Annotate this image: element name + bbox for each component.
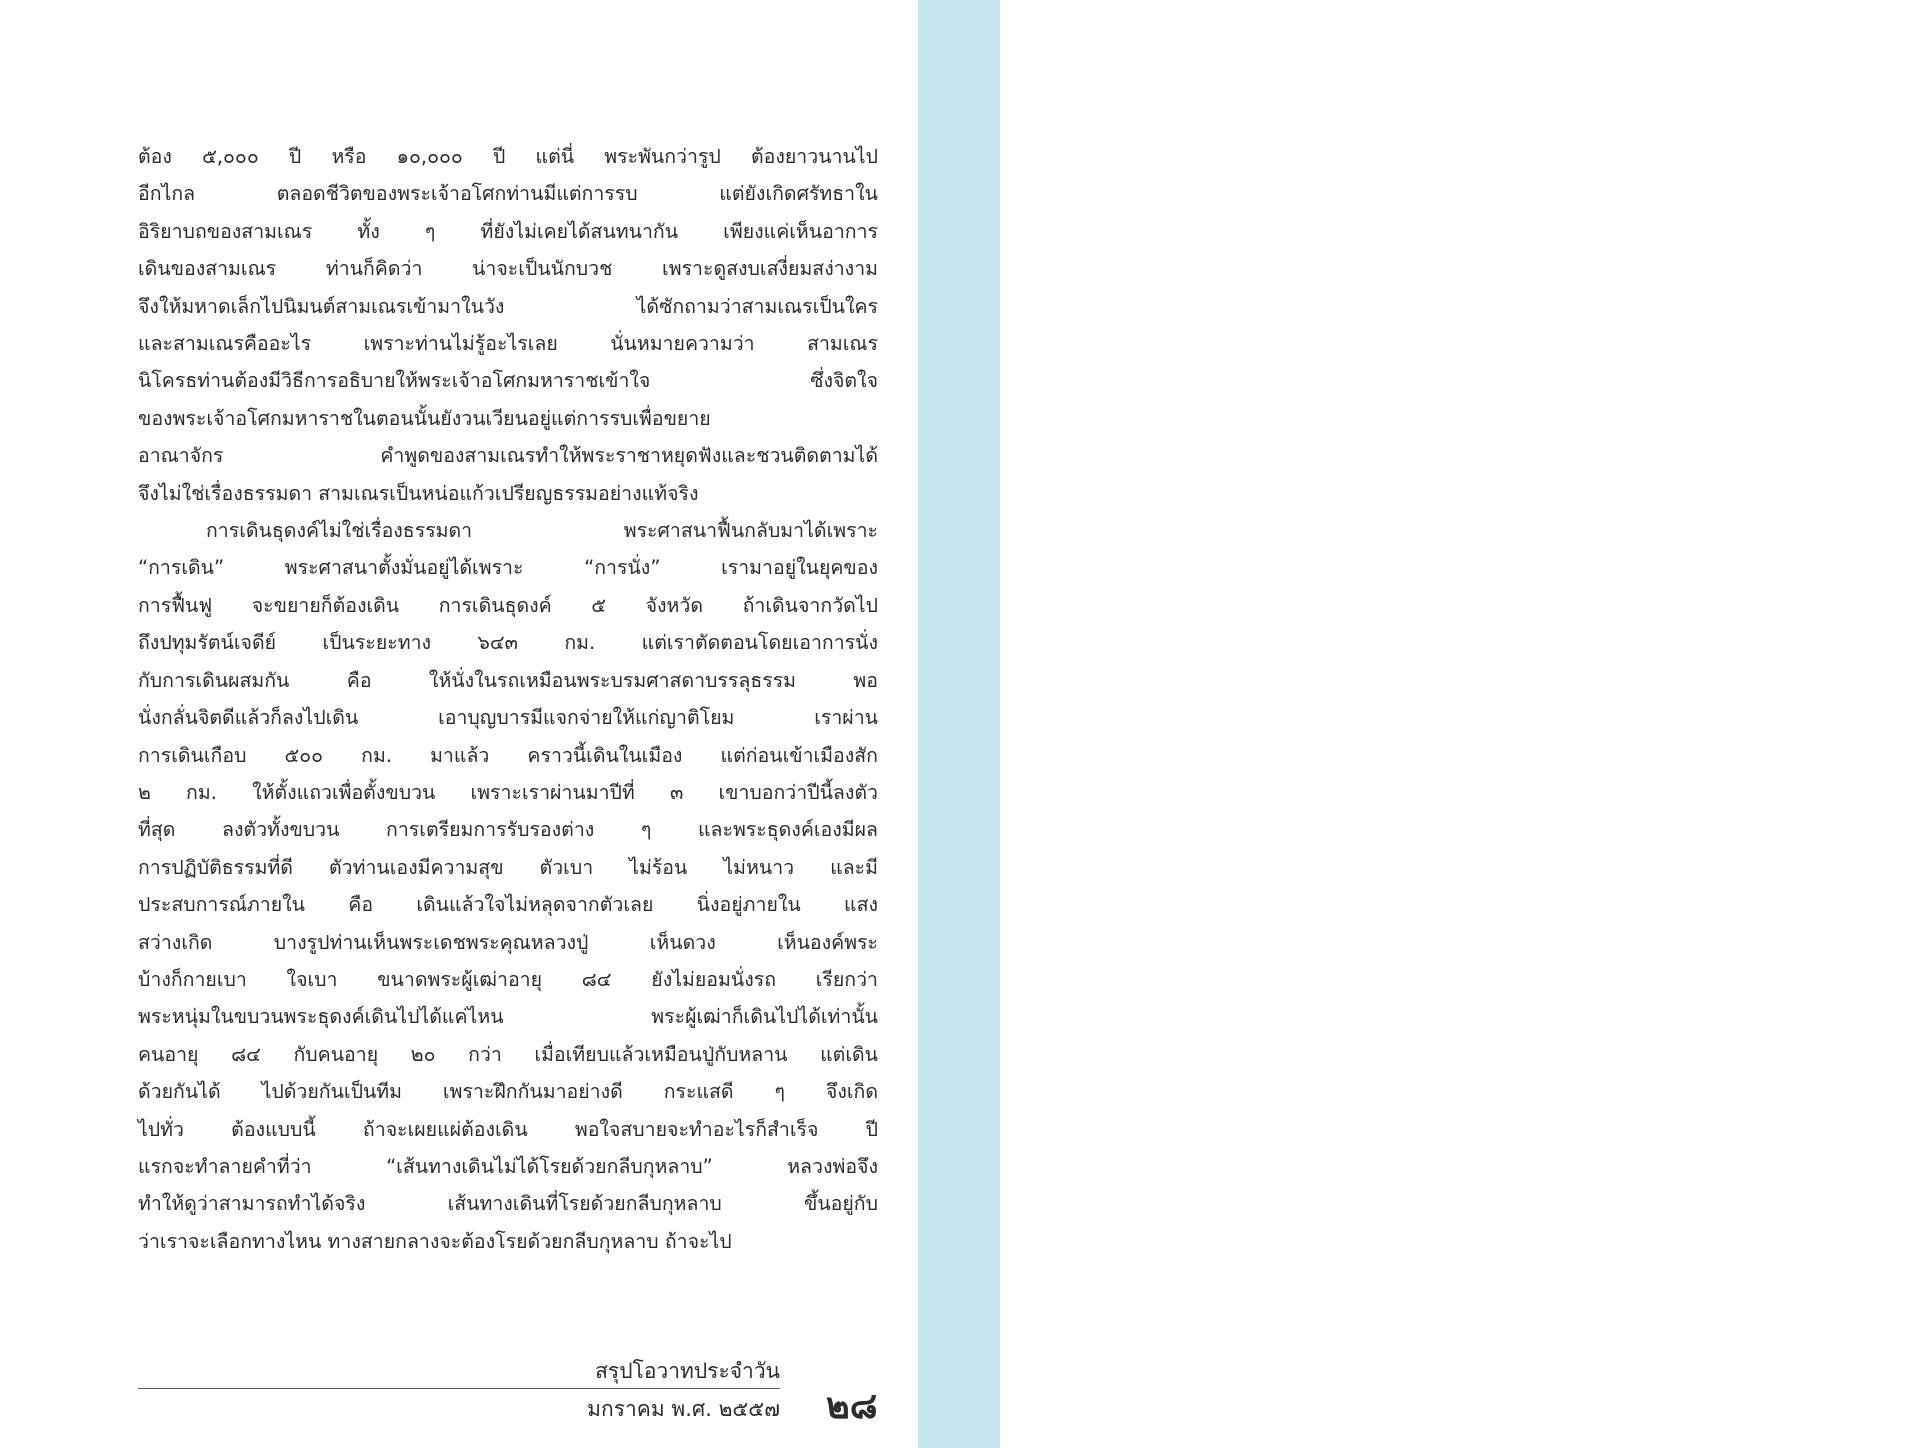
text-line: สว่างเกิด บางรูปท่านเห็นพระเดชพระคุณหลวงปู่ เห็นดวง เห็นองค์พระ	[138, 930, 878, 954]
side-band	[918, 0, 1913, 1448]
text-line: การฟื้นฟู จะขยายก็ต้องเดิน การเดินธุดงค์ ๕ จังหวัด ถ้าเดินจากวัดไป	[138, 593, 878, 617]
text-line: ประสบการณ์ภายใน คือ เดินแล้วใจไม่หลุดจากตัวเลย นิ่งอยู่ภายใน แสง	[138, 893, 878, 917]
body-text	[138, 138, 878, 1260]
footer-caption: สรุปโอวาทประจำวัน	[595, 1359, 780, 1383]
text-line: การเดินเกือบ ๕๐๐ กม. มาแล้ว คราวนี้เดินในเมือง แต่ก่อนเข้าเมืองสัก	[138, 743, 878, 767]
footer-date: มกราคม พ.ศ. ๒๕๕๗	[587, 1397, 780, 1421]
text-line: การเดินธุดงค์ไม่ใช่เรื่องธรรมดา พระศาสนาฟื้นกลับมาได้เพราะ	[206, 519, 878, 543]
text-line: ไปทั่ว ต้องแบบนี้ ถ้าจะเผยแผ่ต้องเดิน พอใจสบายจะทำอะไรก็สำเร็จ ปี	[138, 1117, 878, 1141]
text-line: ของพระเจ้าอโศกมหาราชในตอนนั้นยังวนเวียนอยู่แต่การรบเพื่อขยาย	[138, 406, 711, 430]
paragraph-2	[138, 512, 878, 1260]
text-line: อิริยาบถของสามเณร ทั้ง ๆ ที่ยังไม่เคยได้สนทนากัน เพียงแค่เห็นอาการ	[138, 219, 878, 243]
text-line: และสามเณรคืออะไร เพราะท่านไม่รู้อะไรเลย นั่นหมายความว่า สามเณร	[138, 332, 878, 356]
text-line: การปฏิบัติธรรมที่ดี ตัวท่านเองมีความสุข ตัวเบา ไม่ร้อน ไม่หนาว และมี	[138, 855, 878, 879]
text-line: ที่สุด ลงตัวทั้งขบวน การเตรียมการรับรองต่าง ๆ และพระธุดงค์เองมีผล	[138, 818, 878, 842]
text-line: ต้อง ๕,๐๐๐ ปี หรือ ๑๐,๐๐๐ ปี แต่นี่ พระพันกว่ารูป ต้องยาวนานไป	[138, 145, 878, 168]
footer-divider	[138, 1388, 780, 1389]
text-line: “การเดิน” พระศาสนาตั้งมั่นอยู่ได้เพราะ “การนั่ง” เรามาอยู่ในยุคของ	[138, 556, 878, 580]
text-line: แรกจะทำลายคำที่ว่า “เส้นทางเดินไม่ได้โรยด้วยกลีบกุหลาบ” หลวงพ่อจึง	[138, 1154, 878, 1178]
text-line: คนอายุ ๘๔ กับคนอายุ ๒๐ กว่า เมื่อเทียบแล้วเหมือนปู่กับหลาน แต่เดิน	[138, 1042, 878, 1066]
text-line: นั่งกลั่นจิตดีแล้วก็ลงไปเดิน เอาบุญบารมีแจกจ่ายให้แก่ญาติโยม เราผ่าน	[138, 706, 878, 730]
paragraph-1	[138, 138, 878, 512]
text-line: จึงให้มหาดเล็กไปนิมนต์สามเณรเข้ามาในวัง ได้ซักถามว่าสามเณรเป็นใคร	[138, 294, 878, 318]
page-number: ๒๘	[826, 1386, 878, 1427]
text-line: ทำให้ดูว่าสามารถทำได้จริง เส้นทางเดินที่โรยด้วยกลีบกุหลาบ ขึ้นอยู่กับ	[138, 1192, 878, 1216]
text-line: ถึงปทุมรัตน์เจดีย์ เป็นระยะทาง ๖๔๓ กม. แต่เราตัดตอนโดยเอาการนั่ง	[138, 631, 878, 655]
text-line: อีกไกล ตลอดชีวิตของพระเจ้าอโศกท่านมีแต่การรบ แต่ยังเกิดศรัทธาใน	[138, 182, 878, 206]
text-line: บ้างก็กายเบา ใจเบา ขนาดพระผู้เฒ่าอายุ ๘๔ ยังไม่ยอมนั่งรถ เรียกว่า	[138, 967, 878, 991]
text-line: ๒ กม. ให้ตั้งแถวเพื่อตั้งขบวน เพราะเราผ่านมาปีที่ ๓ เขาบอกว่าปีนี้ลงตัว	[138, 780, 878, 804]
month-year-title: JANUARY 2557	[1841, 55, 1913, 581]
text-line: ด้วยกันได้ ไปด้วยกันเป็นทีม เพราะฝึกกันมาอย่างดี กระแสดี ๆ จึงเกิด	[138, 1080, 878, 1104]
text-line: อาณาจักร คำพูดของสามเณรทำให้พระราชาหยุดฟังและชวนติดตามได้	[138, 444, 878, 468]
text-line: นิโครธท่านต้องมีวิธีการอธิบายให้พระเจ้าอโศกมหาราชเข้าใจ ซึ่งจิตใจ	[138, 369, 878, 393]
text-line: เดินของสามเณร ท่านก็คิดว่า น่าจะเป็นนักบวช เพราะดูสงบเสงี่ยมสง่างาม	[138, 257, 878, 281]
text-line: พระหนุ่มในขบวนพระธุดงค์เดินไปได้แค่ไหน พระผู้เฒ่าก็เดินไปได้เท่านั้น	[138, 1005, 878, 1029]
text-line: ว่าเราจะเลือกทางไหน ทางสายกลางจะต้องโรยด้วยกลีบกุหลาบ ถ้าจะไป	[138, 1229, 732, 1253]
text-line: จึงไม่ใช่เรื่องธรรมดา สามเณรเป็นหน่อแก้วเปรียญธรรมอย่างแท้จริง	[138, 481, 699, 505]
text-line: กับการเดินผสมกัน คือ ให้นั่งในรถเหมือนพระบรมศาสดาบรรลุธรรม พอ	[138, 668, 878, 692]
